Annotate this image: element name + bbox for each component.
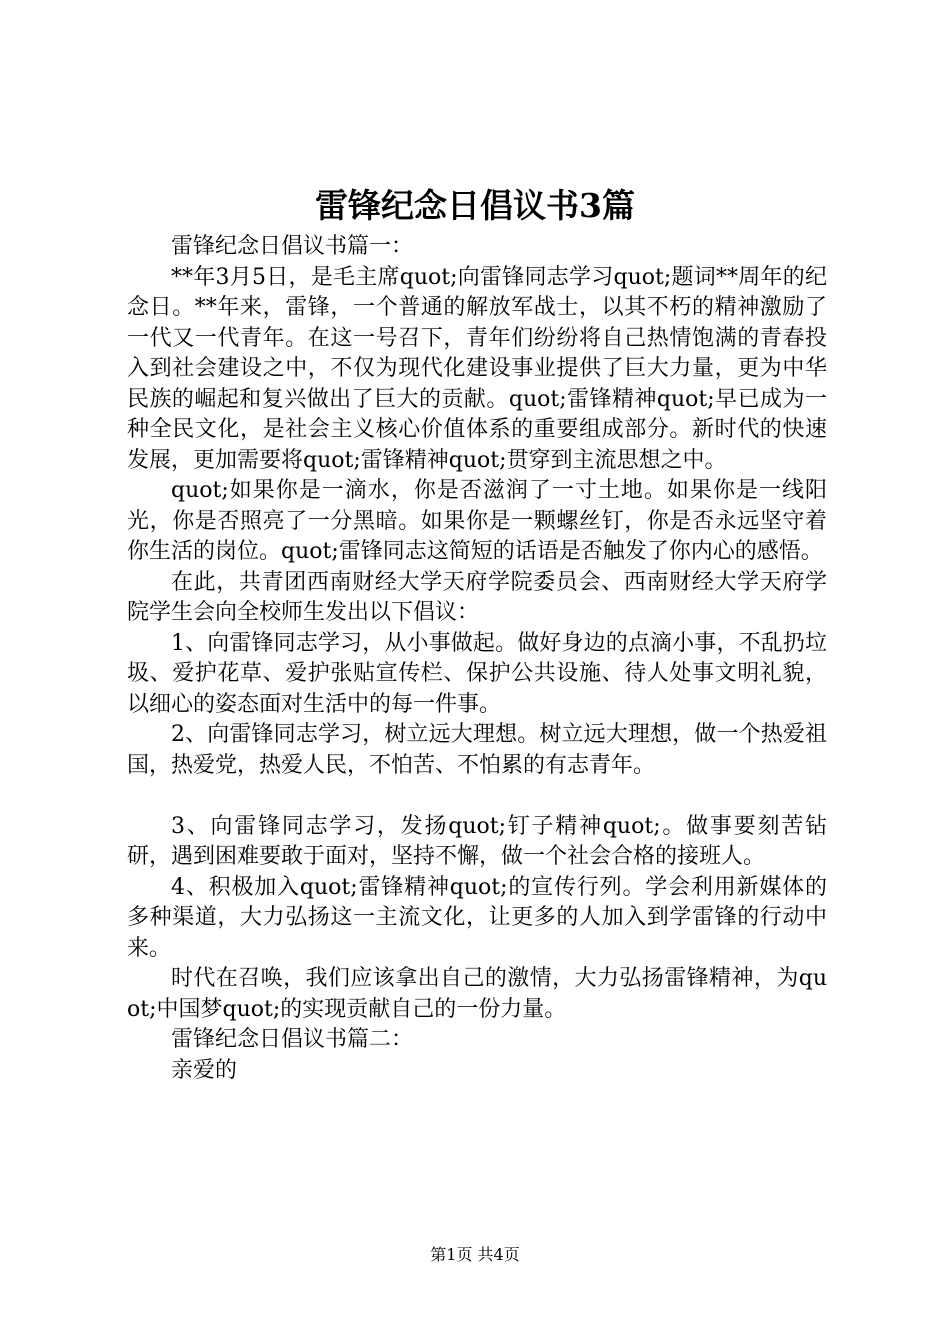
page-footer: 第1页 共4页 — [430, 1245, 520, 1264]
document-body — [127, 232, 827, 1086]
paragraph: **年3月5日，是毛主席quot;向雷锋同志学习quot;题词**周年的纪念日。**年来，雷锋，一个普通的解放军战士，以其不朽的精神激励了一代又一代青年。在这一号召下，青年们纷纷将自己热情饱满的青春投入到社会建设之中，不仅为现代化建设事业提供了巨大力量，更为中华民族的崛起和复兴做出了巨大的贡献。quot;雷锋精神quot;早已成为一种全民文化，是社会主义核心价值体系的重要组成部分。新时代的快速发展，更加需要将quot;雷锋精神quot;贯穿到主流思想之中。 — [127, 264, 827, 473]
paragraph: 亲爱的 — [171, 1057, 238, 1083]
proposal-item-4: 4、积极加入quot;雷锋精神quot;的宣传行列。学会利用新媒体的多种渠道，大力弘扬这一主流文化，让更多的人加入到学雷锋的行动中来。 — [127, 874, 827, 961]
proposal-item-3: 3、向雷锋同志学习，发扬quot;钉子精神quot;。做事要刻苦钻研，遇到困难要敢于面对，坚持不懈，做一个社会合格的接班人。 — [127, 813, 827, 869]
paragraph: 在此，共青团西南财经大学天府学院委员会、西南财经大学天府学院学生会向全校师生发出以下倡议： — [127, 569, 827, 625]
section-heading-2: 雷锋纪念日倡议书篇二： — [171, 1027, 414, 1052]
section-heading-1: 雷锋纪念日倡议书篇一： — [171, 234, 414, 259]
document-title: 雷锋纪念日倡议书3篇 — [315, 186, 635, 225]
proposal-item-2: 2、向雷锋同志学习，树立远大理想。树立远大理想，做一个热爱祖国，热爱党，热爱人民，不怕苦、不怕累的有志青年。 — [127, 722, 827, 778]
paragraph: quot;如果你是一滴水，你是否滋润了一寸土地。如果你是一线阳光，你是否照亮了一分黑暗。如果你是一颗螺丝钉，你是否永远坚守着你生活的岗位。quot;雷锋同志这简短的话语是否触发了你内心的感悟。 — [127, 478, 827, 564]
proposal-item-1: 1、向雷锋同志学习，从小事做起。做好身边的点滴小事，不乱扔垃圾、爱护花草、爱护张贴宣传栏、保护公共设施、待人处事文明礼貌，以细心的姿态面对生活中的每一件事。 — [127, 630, 827, 717]
paragraph: 时代在召唤，我们应该拿出自己的激情，大力弘扬雷锋精神，为quot;中国梦quot;的实现贡献自己的一份力量。 — [127, 966, 827, 1022]
